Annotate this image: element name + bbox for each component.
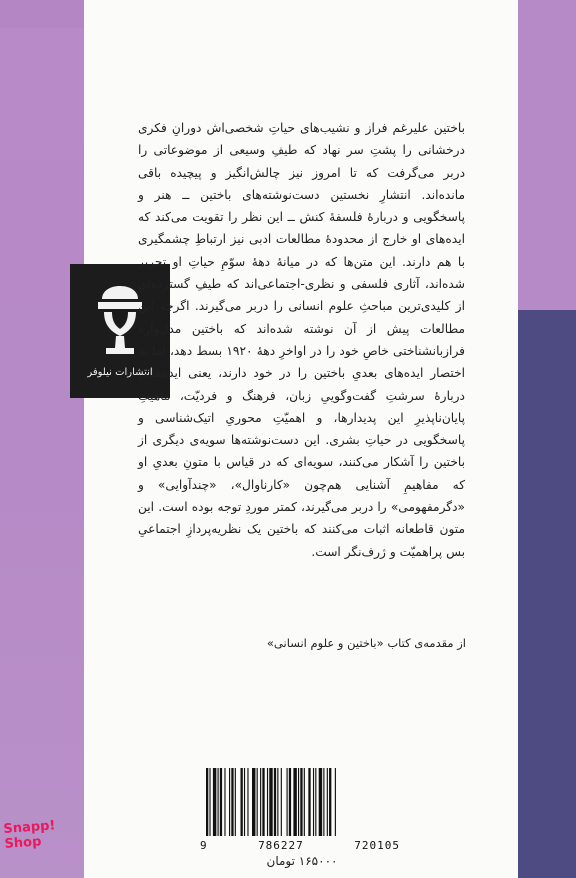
barcode-bar: [257, 768, 258, 836]
barcode-bar: [287, 768, 288, 836]
price-label: ۱۶۵۰۰۰ تومان: [266, 854, 338, 868]
barcode-bar: [298, 768, 299, 836]
barcode-digit-group-right: 720105: [354, 839, 400, 852]
sticker-line-1: Snapp!: [3, 818, 56, 837]
back-cover-paragraph: باختین علیرغم فراز و نشیب‌های حیاتِ شخصی‌اش دورانِ فکری درخشانی را پشتِ سر نهاد که طیفِ وسیعی از موضوعاتی را دربر می‌گرفت که تا امروز نیز چالش‌انگیز و پیچیده باقی مانده‌اند. انتشارِ نخستین دست‌نوشته‌های باختین ــ هنر و پاسخگویی و دربارهٔ فلسفهٔ کنش ــ این نظر را تقویت می‌کند که ایده‌های او خارج از محدودهٔ مطالعات ادبی نیز ارتباطِ چشمگیری با هم دارند. این متن‌ها که در میانهٔ دههٔ سوّمِ حیاتِ او تحریر شده‌اند، آثاری فلسفی و نظری-اجتماعی‌اند که طیفِ گسترده‌ای از کلیدی‌ترین مباحثِ علوم انسانی را دربر می‌گیرند. اگرچه این مطالعات پیش از آن نوشته شده‌اند که باختین مدل‌وارهٔ فرازبانشناختی خاصِ خود را در اواخرِ دههٔ ۱۹۲۰ بسط دهد، اما به اختصار ایده‌های بعدیِ باختین را در خود دارند، یعنی ایده‌هایی دربارهٔ سرشتِ گفت‌وگوییِ زبان، فرهنگ و فردیّت، ماهیتِ پایان‌ناپذیرِ این پدیدارها، و اهمیّتِ محوریِ اتیک‌شناسی و پاسخگویی در حیاتِ بشری. این دست‌نوشته‌ها سویه‌ی دیگری از باختین را آشکار می‌کنند، سویه‌ای که در قیاس با متونِ بعدیِ او که مفاهیمِ آشنایی هم‌چون «کارناوال»، «چندآوایی» و «دگرمفهومی» را دربر می‌گیرند، کمتر موردِ توجه بوده است. این متون قاطعانه اثبات می‌کنند که باختین یک نظریه‌پردازِ اجتماعیِ بس پراهمیّت و ژرف‌نگر است.: [138, 121, 465, 559]
barcode-bar: [231, 768, 233, 836]
barcode-bar: [235, 768, 236, 836]
barcode-bar: [260, 768, 261, 836]
barcode-bar: [308, 768, 310, 836]
barcode-bar: [247, 768, 248, 836]
snapp-shop-sticker: [3, 818, 61, 852]
right-cover-strip-navy: [518, 310, 576, 878]
barcode-bar: [241, 768, 243, 836]
barcode-bar: [289, 768, 291, 836]
barcode-bar: [209, 768, 210, 836]
barcode-bar: [277, 768, 278, 836]
barcode-digits: [200, 839, 400, 852]
barcode-bar: [220, 768, 222, 836]
right-cover-strip-lilac: [518, 0, 576, 310]
barcode-bar: [281, 768, 282, 836]
sticker-line-2: Shop: [4, 834, 42, 852]
barcode-bar: [213, 768, 216, 836]
barcode-bar: [218, 768, 219, 836]
barcode-bar: [335, 768, 336, 836]
barcode-digit-prefix: 9: [200, 839, 208, 852]
barcode-bar: [327, 768, 328, 836]
barcode-bar: [319, 768, 322, 836]
barcode-bar: [293, 768, 296, 836]
barcode-bar: [300, 768, 302, 836]
back-cover-text: [138, 117, 465, 563]
barcode-bar: [269, 768, 272, 836]
isbn-barcode: [196, 766, 402, 854]
barcode-bar: [267, 768, 268, 836]
barcode-bar: [206, 768, 208, 836]
barcode-bar: [252, 768, 255, 836]
barcode-bars: [196, 768, 402, 838]
barcode-bar: [304, 768, 305, 836]
barcode-bar: [229, 768, 230, 836]
left-cover-strip-accent: [0, 0, 84, 28]
barcode-bar: [329, 768, 331, 836]
barcode-bar: [315, 768, 316, 836]
barcode-digit-group-left: 786227: [258, 839, 304, 852]
source-attribution: از مقدمه‌ی کتاب «باختین و علوم انسانی»: [266, 636, 466, 650]
barcode-bar: [262, 768, 264, 836]
barcode-bar: [313, 768, 314, 836]
left-cover-strip: [0, 0, 84, 878]
publisher-name: انتشارات نیلوفر: [87, 367, 153, 378]
barcode-bar: [274, 768, 276, 836]
barcode-bar: [244, 768, 245, 836]
barcode-bar: [224, 768, 225, 836]
barcode-bar: [323, 768, 324, 836]
